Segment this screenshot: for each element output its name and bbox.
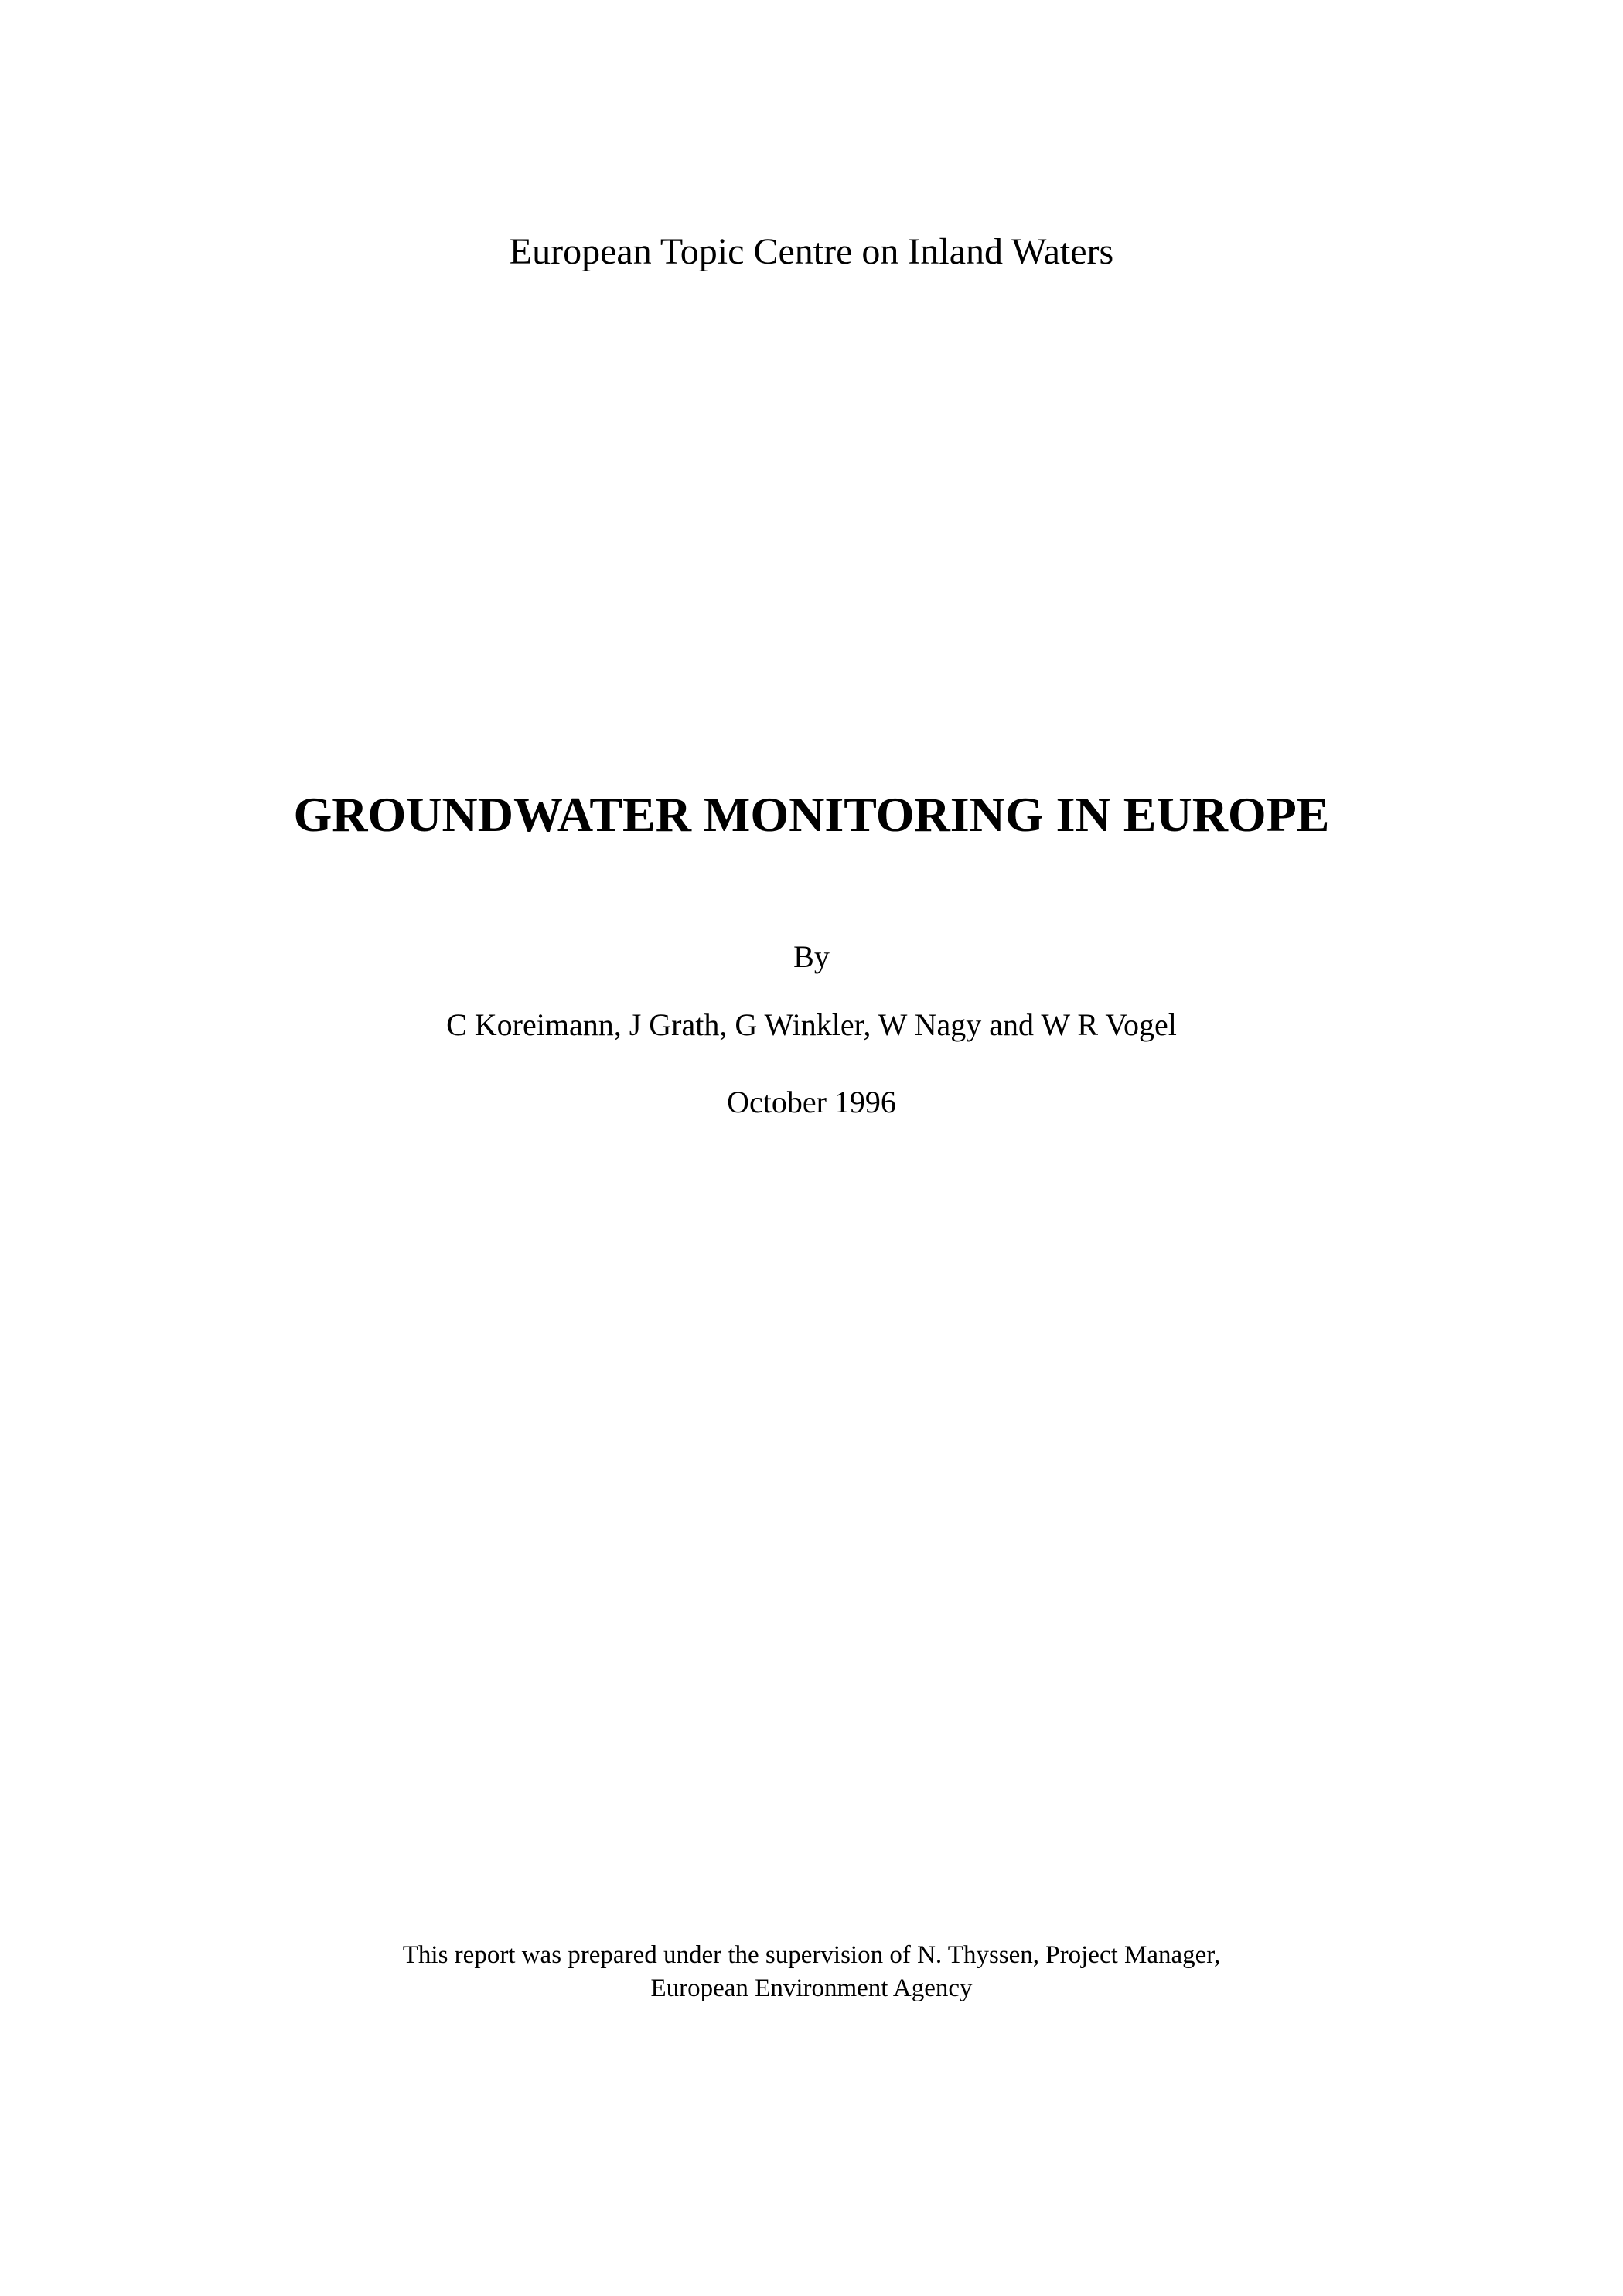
supervision-note (0, 1939, 1623, 2005)
publication-date: October 1996 (727, 1085, 896, 1119)
authors-list: C Koreimann, J Grath, G Winkler, W Nagy and W R Vogel (446, 1007, 1177, 1042)
supervision-note-line-2: European Environment Agency (650, 1974, 973, 2002)
by-label: By (793, 939, 830, 974)
organization-name: European Topic Centre on Inland Waters (509, 231, 1114, 272)
supervision-note-line-1: This report was prepared under the supervision of N. Thyssen, Project Manager, (402, 1941, 1221, 1969)
document-title: GROUNDWATER MONITORING IN EUROPE (293, 787, 1330, 842)
